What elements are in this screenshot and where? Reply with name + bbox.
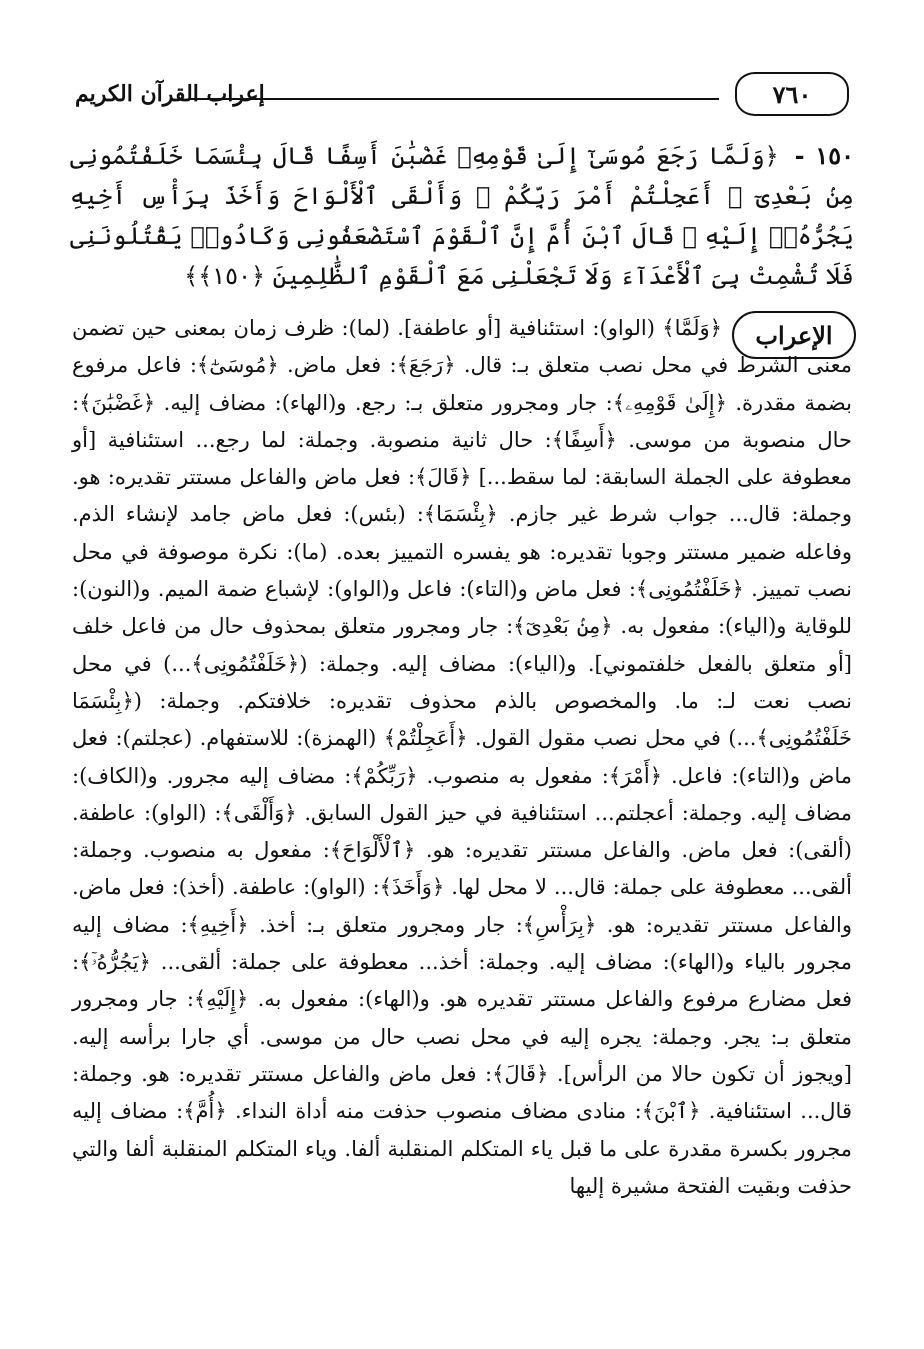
quran-verse (70, 136, 854, 296)
i3rab-label: الإعراب (732, 311, 856, 359)
verse-text: ﴿وَلَمَّا رَجَعَ مُوسَىٰٓ إِلَىٰ قَوْمِهِۦ غَضْبَٰنَ أَسِفًا قَالَ بِئْسَمَا خَلَفْتُمُونِى مِنۢ بَعْدِىٓ ۖ أَعَجِلْتُمْ أَمْرَ رَبِّكُمْ ۖ وَأَلْقَى ٱلْأَلْوَاحَ وَأَخَذَ بِرَأْسِ أَخِيهِ يَجُرُّهُۥٓ إِلَيْهِ ۚ قَالَ ٱبْنَ أُمَّ إِنَّ ٱلْقَوْمَ ٱسْتَضْعَفُونِى وَكَادُوا۟ يَقْتُلُونَنِى فَلَا تُشْمِتْ بِىَ ٱلْأَعْدَآءَ وَلَا تَجْعَلْنِى مَعَ ٱلْقَوْمِ ٱلظَّٰلِمِينَ ﴿١٥٠﴾﴾ (70, 142, 854, 290)
page-header (75, 72, 849, 116)
page-number: ٧٦٠ (735, 72, 849, 116)
book-title: إعراب القرآن الكريم (75, 81, 265, 107)
i3rab-body: ﴿وَلَمَّا﴾ (الواو): استئنافية [أو عاطفة]. (لما): ظرف زمان بمعنى حين تضمن معنى الشرط في محل نصب متعلق بـ: قال. ﴿رَجَعَ﴾: فعل ماض. ﴿مُوسَىٰٓ﴾: فاعل مرفوع بضمة مقدرة. ﴿إِلَىٰ قَوْمِهِۦ﴾: جار ومجرور متعلق بـ: رجع. و(الهاء): مضاف إليه. ﴿غَضْبَٰنَ﴾: حال منصوبة من موسى. ﴿أَسِفًا﴾: حال ثانية منصوبة. وجملة: لما رجع... استئنافية [أو معطوفة على الجملة السابقة: لما سقط...] ﴿قَالَ﴾: فعل ماض والفاعل مستتر تقديره: هو. وجملة: قال... جواب شرط غير جازم. ﴿بِئْسَمَا﴾: (بئس): فعل ماض جامد لإنشاء الذم. وفاعله ضمير مستتر وجوبا تقديره: هو يفسره التمييز بعده. (ما): نكرة موصوفة في محل نصب تمييز. ﴿خَلَفْتُمُونِى﴾: فعل ماض و(التاء): فاعل و(الواو): لإشباع ضمة الميم. و(النون): للوقاية و(الياء): مفعول به. ﴿مِنۢ بَعْدِىٓ﴾: جار ومجرور متعلق بمحذوف حال من فاعل خلف [أو متعلق بالفعل خلفتموني]. و(الياء): مضاف إليه. وجملة: (﴿خَلَفْتُمُونِى﴾...) في محل نصب نعت لـ: ما. والمخصوص بالذم محذوف تقديره: خلافتكم. وجملة: (﴿بِئْسَمَا خَلَفْتُمُونِى﴾...) في محل نصب مقول القول. ﴿أَعَجِلْتُمْ﴾ (الهمزة): للاستفهام. (عجلتم): فعل ماض و(التاء): فاعل. ﴿أَمْرَ﴾: مفعول به منصوب. ﴿رَبِّكُمْ﴾: مضاف إليه مجرور. و(الكاف): مضاف إليه. وجملة: أعجلتم... استئنافية في حيز القول السابق. ﴿وَأَلْقَى﴾: (الواو): عاطفة. (ألقى): فعل ماض. والفاعل مستتر تقديره: هو. ﴿ٱلْأَلْوَاحَ﴾: مفعول به منصوب. وجملة: ألقى... معطوفة على جملة: قال... لا محل لها. ﴿وَأَخَذَ﴾: (الواو): عاطفة. (أخذ): فعل ماض. والفاعل مستتر تقديره: هو. ﴿بِرَأْسِ﴾: جار ومجرور متعلق بـ: أخذ. ﴿أَخِيهِ﴾: مضاف إليه مجرور بالياء و(الهاء): مضاف إليه. وجملة: أخذ... معطوفة على جملة: ألقى... ﴿يَجُرُّهُۥٓ﴾: فعل مضارع مرفوع والفاعل مستتر تقديره هو. و(الهاء): مفعول به. ﴿إِلَيْهِ﴾: جار ومجرور متعلق بـ: يجر. وجملة: يجره إليه في محل نصب حال من موسى. أي جارا برأسه إليه. [ويجوز أن تكون حالا من الرأس]. ﴿قَالَ﴾: فعل ماض والفاعل مستتر تقديره: هو. وجملة: قال... استئنافية. ﴿ٱبْنَ﴾: منادى مضاف منصوب حذفت منه أداة النداء. ﴿أُمَّ﴾: مضاف إليه مجرور بكسرة مقدرة على ما قبل ياء المتكلم المنقلبة ألفا. وياء المتكلم المنقلبة ألفا والتي حذفت وبقيت الفتحة مشيرة إليها (72, 316, 852, 1198)
header-divider (190, 98, 719, 100)
verse-number: ١٥٠ - (794, 141, 854, 170)
